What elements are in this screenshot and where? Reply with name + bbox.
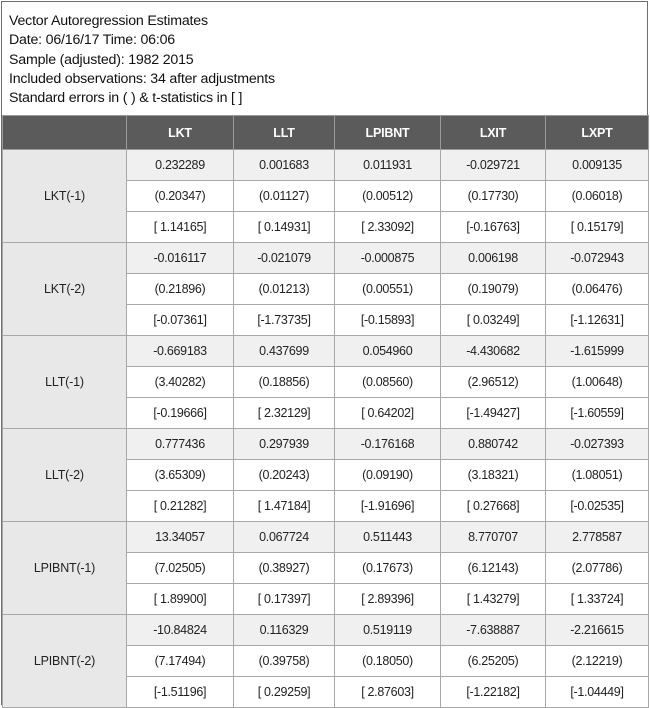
standard-error-cell: (0.01127)	[234, 181, 335, 212]
standard-error-cell: (0.38927)	[234, 553, 335, 584]
coefficient-cell: 2.778587	[546, 522, 649, 553]
standard-error-cell: (7.17494)	[127, 646, 234, 677]
table-row	[3, 615, 649, 646]
t-statistic-cell: [-0.19666]	[127, 398, 234, 429]
column-header-lxit: LXIT	[441, 116, 546, 150]
coefficient-cell: 0.116329	[234, 615, 335, 646]
t-statistic-cell: [ 1.47184]	[234, 491, 335, 522]
coefficient-cell: -2.216615	[546, 615, 649, 646]
date-time-line: Date: 06/16/17 Time: 06:06	[9, 32, 175, 49]
observations-line: Included observations: 34 after adjustments	[9, 70, 275, 87]
coefficient-cell: -4.430682	[441, 336, 546, 367]
document-title: Vector Autoregression Estimates	[9, 13, 208, 29]
standard-error-cell: (0.18050)	[335, 646, 441, 677]
t-statistic-cell: [ 0.17397]	[234, 584, 335, 615]
standard-error-cell: (0.00551)	[335, 274, 441, 305]
t-statistic-cell: [ 1.89900]	[127, 584, 234, 615]
column-header-lxpt: LXPT	[546, 116, 649, 150]
sample-line: Sample (adjusted): 1982 2015	[9, 51, 194, 68]
standard-error-cell: (0.01213)	[234, 274, 335, 305]
table-row	[3, 150, 649, 181]
t-statistic-cell: [-1.49427]	[441, 398, 546, 429]
t-statistic-cell: [-0.02535]	[546, 491, 649, 522]
t-statistic-cell: [-0.15893]	[335, 305, 441, 336]
coefficient-cell: -0.000875	[335, 243, 441, 274]
t-statistic-cell: [ 0.14931]	[234, 212, 335, 243]
t-statistic-cell: [ 0.15179]	[546, 212, 649, 243]
coefficient-cell: 0.511443	[335, 522, 441, 553]
t-statistic-cell: [-1.60559]	[546, 398, 649, 429]
coefficient-cell: 0.777436	[127, 429, 234, 460]
coefficient-cell: 8.770707	[441, 522, 546, 553]
t-statistic-cell: [-0.07361]	[127, 305, 234, 336]
coefficient-cell: -0.021079	[234, 243, 335, 274]
standard-error-cell: (0.18856)	[234, 367, 335, 398]
standard-error-cell: (2.96512)	[441, 367, 546, 398]
t-statistic-cell: [ 0.21282]	[127, 491, 234, 522]
coefficient-table	[2, 115, 649, 708]
coefficient-cell: 0.054960	[335, 336, 441, 367]
t-statistic-cell: [ 1.43279]	[441, 584, 546, 615]
t-statistic-cell: [ 0.29259]	[234, 677, 335, 708]
coefficient-cell: -10.84824	[127, 615, 234, 646]
row-group-label: LLT(-2)	[3, 429, 127, 522]
row-group-label: LKT(-1)	[3, 150, 127, 243]
coefficient-cell: -0.072943	[546, 243, 649, 274]
row-group-label: LPIBNT(-1)	[3, 522, 127, 615]
column-header-lkt: LKT	[127, 116, 234, 150]
standard-error-cell: (0.20347)	[127, 181, 234, 212]
var-estimates-document	[1, 1, 648, 705]
coefficient-cell: 0.880742	[441, 429, 546, 460]
t-statistic-cell: [ 2.87603]	[335, 677, 441, 708]
coefficient-cell: 13.34057	[127, 522, 234, 553]
row-group-label: LKT(-2)	[3, 243, 127, 336]
estimation-header	[2, 2, 647, 115]
column-header-lpibnt: LPIBNT	[335, 116, 441, 150]
t-statistic-cell: [ 0.27668]	[441, 491, 546, 522]
standard-error-cell: (0.19079)	[441, 274, 546, 305]
t-statistic-cell: [-1.22182]	[441, 677, 546, 708]
row-group-label: LLT(-1)	[3, 336, 127, 429]
coefficient-cell: -0.176168	[335, 429, 441, 460]
t-statistic-cell: [-0.16763]	[441, 212, 546, 243]
coefficient-cell: 0.232289	[127, 150, 234, 181]
t-statistic-cell: [ 1.33724]	[546, 584, 649, 615]
standard-error-cell: (0.17730)	[441, 181, 546, 212]
t-statistic-cell: [-1.91696]	[335, 491, 441, 522]
t-statistic-cell: [ 2.33092]	[335, 212, 441, 243]
standard-error-cell: (0.06476)	[546, 274, 649, 305]
standard-error-cell: (0.20243)	[234, 460, 335, 491]
standard-error-cell: (6.12143)	[441, 553, 546, 584]
t-statistic-cell: [ 0.03249]	[441, 305, 546, 336]
standard-errors-note: Standard errors in ( ) & t-statistics in [ ]	[9, 90, 243, 107]
standard-error-cell: (7.02505)	[127, 553, 234, 584]
coefficient-cell: 0.006198	[441, 243, 546, 274]
coefficient-cell: 0.011931	[335, 150, 441, 181]
standard-error-cell: (2.12219)	[546, 646, 649, 677]
t-statistic-cell: [-1.12631]	[546, 305, 649, 336]
standard-error-cell: (0.00512)	[335, 181, 441, 212]
t-statistic-cell: [ 0.64202]	[335, 398, 441, 429]
standard-error-cell: (0.08560)	[335, 367, 441, 398]
coefficient-cell: -0.027393	[546, 429, 649, 460]
standard-error-cell: (3.40282)	[127, 367, 234, 398]
table-row	[3, 429, 649, 460]
row-group-label: LPIBNT(-2)	[3, 615, 127, 708]
standard-error-cell: (0.21896)	[127, 274, 234, 305]
coefficient-cell: 0.437699	[234, 336, 335, 367]
table-row	[3, 522, 649, 553]
t-statistic-cell: [-1.73735]	[234, 305, 335, 336]
coefficient-cell: -1.615999	[546, 336, 649, 367]
coefficient-cell: 0.067724	[234, 522, 335, 553]
standard-error-cell: (3.18321)	[441, 460, 546, 491]
table-row	[3, 336, 649, 367]
coefficient-cell: -7.638887	[441, 615, 546, 646]
coefficient-cell: 0.297939	[234, 429, 335, 460]
standard-error-cell: (0.39758)	[234, 646, 335, 677]
standard-error-cell: (1.00648)	[546, 367, 649, 398]
column-header-corner	[3, 116, 127, 150]
table-row	[3, 243, 649, 274]
coefficient-cell: -0.669183	[127, 336, 234, 367]
standard-error-cell: (0.17673)	[335, 553, 441, 584]
t-statistic-cell: [ 1.14165]	[127, 212, 234, 243]
coefficient-cell: -0.016117	[127, 243, 234, 274]
coefficient-cell: 0.009135	[546, 150, 649, 181]
t-statistic-cell: [ 2.32129]	[234, 398, 335, 429]
standard-error-cell: (3.65309)	[127, 460, 234, 491]
t-statistic-cell: [-1.04449]	[546, 677, 649, 708]
t-statistic-cell: [ 2.89396]	[335, 584, 441, 615]
coefficient-cell: -0.029721	[441, 150, 546, 181]
table-header-row	[3, 116, 649, 150]
coefficient-cell: 0.001683	[234, 150, 335, 181]
t-statistic-cell: [-1.51196]	[127, 677, 234, 708]
standard-error-cell: (0.06018)	[546, 181, 649, 212]
standard-error-cell: (1.08051)	[546, 460, 649, 491]
column-header-llt: LLT	[234, 116, 335, 150]
standard-error-cell: (6.25205)	[441, 646, 546, 677]
standard-error-cell: (0.09190)	[335, 460, 441, 491]
standard-error-cell: (2.07786)	[546, 553, 649, 584]
table-body	[3, 150, 649, 708]
coefficient-cell: 0.519119	[335, 615, 441, 646]
